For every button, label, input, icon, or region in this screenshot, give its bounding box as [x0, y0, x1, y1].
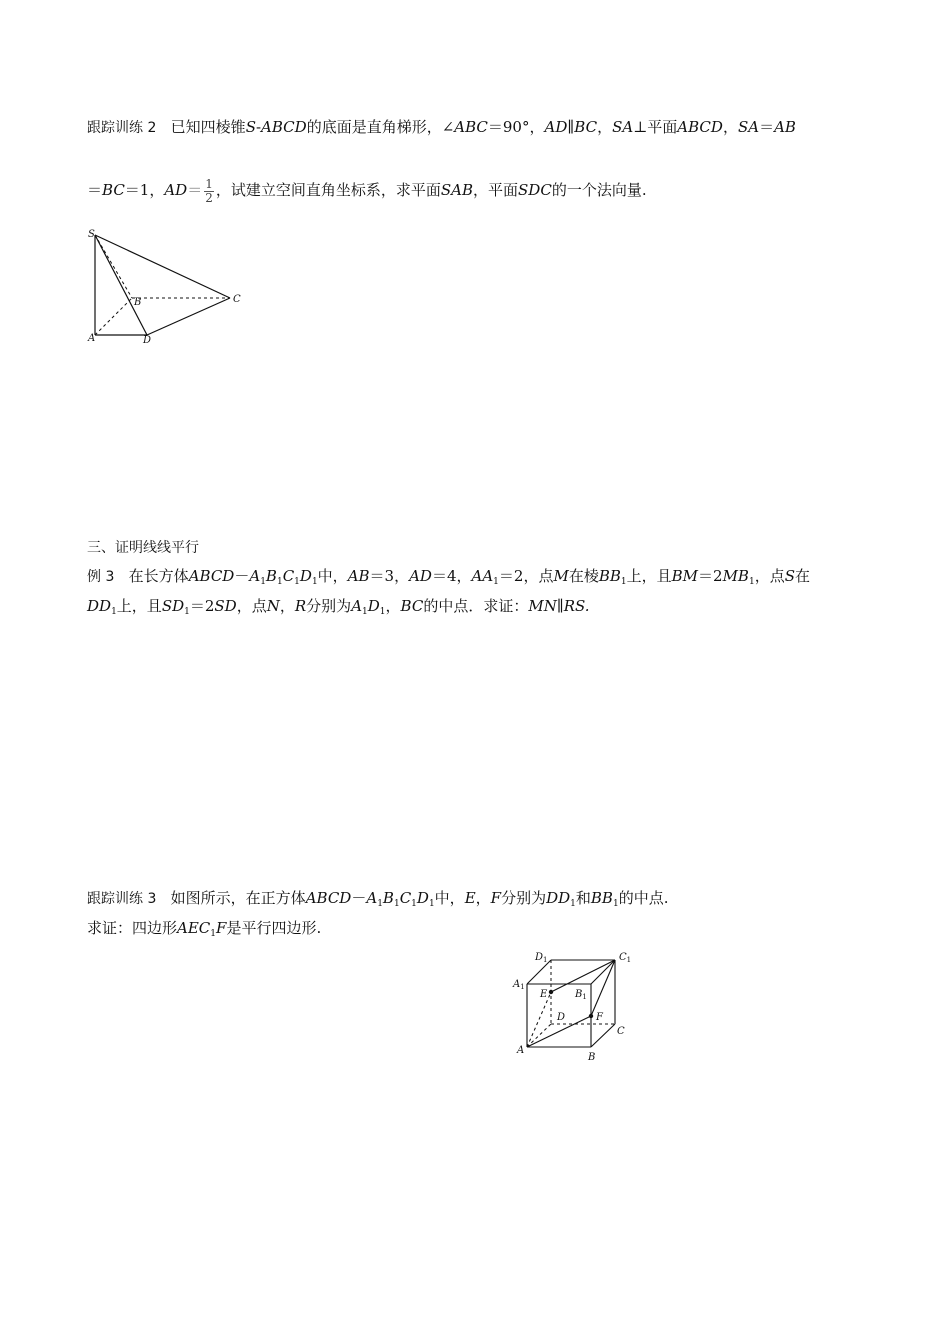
var: S — [784, 567, 795, 585]
text: ＝4， — [431, 567, 472, 585]
var: ABCD — [305, 889, 352, 907]
text: 和 — [575, 889, 591, 907]
text: 在 — [794, 567, 810, 585]
edge-AD-hidden — [527, 1024, 551, 1047]
var: F — [216, 919, 227, 937]
point-F — [589, 1014, 593, 1018]
var: AD — [409, 567, 432, 585]
text: 上，且 — [626, 567, 672, 585]
text: 是平行四边形. — [226, 919, 322, 937]
text: ＝ — [759, 118, 775, 136]
var: SA — [612, 118, 634, 136]
var: MB — [722, 567, 749, 585]
var: RS. — [563, 597, 590, 615]
var: BC — [574, 118, 598, 136]
text: 的一个法向量. — [551, 181, 647, 199]
edge-DC — [147, 298, 230, 335]
example3-line1 — [87, 566, 810, 587]
text: ＝3， — [369, 567, 410, 585]
label-C: C — [617, 1026, 625, 1037]
fraction-denominator: 2 — [205, 190, 213, 205]
text: 如图所示，在正方体 — [170, 889, 306, 907]
text: － — [234, 567, 250, 585]
exercise2-label: 跟踪训练 2 — [87, 120, 157, 136]
var: BB — [590, 889, 613, 907]
label-F: F — [596, 1012, 603, 1023]
exercise2-line1 — [87, 117, 796, 138]
var: E — [464, 889, 476, 907]
label-D: D — [143, 335, 152, 346]
text: ， — [475, 889, 491, 907]
var: BB — [598, 567, 621, 585]
var: DD — [87, 597, 112, 615]
var: SD — [214, 597, 237, 615]
text: 上，且 — [116, 597, 162, 615]
var: SAB — [440, 181, 474, 199]
text: 分别为 — [306, 597, 352, 615]
label-A: A — [88, 333, 96, 344]
subscript: 1 — [311, 577, 318, 587]
exercise3-line1 — [87, 888, 668, 909]
text: 在棱 — [568, 567, 599, 585]
example3-label: 例 3 — [87, 569, 115, 585]
label-B: B — [134, 297, 142, 308]
edge-SC — [95, 235, 230, 298]
label-C1: $C_1$ — [619, 952, 632, 964]
var: DD — [546, 889, 571, 907]
point-E — [549, 990, 553, 994]
var: R — [294, 597, 307, 615]
fraction-numerator: 1 — [205, 176, 213, 191]
text: ∥ — [556, 597, 564, 615]
var: AEC — [177, 919, 211, 937]
label-B: B — [588, 1052, 596, 1063]
text: ， — [722, 118, 738, 136]
text: ＝ — [187, 181, 203, 199]
var: M — [553, 567, 569, 585]
subscript: 1 — [620, 577, 627, 587]
var: N — [266, 597, 280, 615]
text: ＝2 — [189, 597, 215, 615]
subscript: 1 — [612, 899, 619, 909]
subscript: 1 — [493, 577, 499, 587]
text: ， — [385, 597, 401, 615]
text: ＝90°， — [487, 118, 545, 136]
var: ABCD — [188, 567, 235, 585]
text: ，平面 — [473, 181, 519, 199]
var: A — [366, 889, 378, 907]
segment-AE-hidden — [527, 992, 551, 1047]
subscript: 1 — [411, 899, 417, 909]
label-E: E — [540, 989, 548, 1000]
label-C: C — [233, 294, 241, 305]
var: ABCD — [261, 118, 307, 136]
var: C — [399, 889, 412, 907]
var: SDC — [518, 181, 552, 199]
example3-line2 — [87, 596, 590, 616]
section3-heading: 三、证明线线平行 — [87, 540, 199, 556]
edge-AB-hidden — [95, 298, 132, 335]
subscript: 1 — [379, 607, 386, 617]
subscript: 1 — [393, 899, 400, 909]
text: 分别为 — [501, 889, 547, 907]
text: ⊥平面 — [633, 118, 678, 136]
var: AD — [544, 118, 568, 136]
segment-FC1 — [591, 960, 615, 1016]
pyramid-figure — [85, 225, 255, 350]
var: MN — [528, 597, 557, 615]
text: ＝ — [87, 181, 103, 199]
text: 的中点. — [618, 889, 669, 907]
subscript: 1 — [377, 899, 383, 909]
var: A — [249, 567, 261, 585]
fraction-one-half — [204, 178, 214, 205]
text: 已知四棱锥 — [170, 118, 246, 136]
exercise3-label: 跟踪训练 3 — [87, 891, 157, 907]
exercise2-line2 — [87, 170, 647, 210]
text: 在长方体 — [128, 567, 189, 585]
text: ＝2 — [698, 567, 723, 585]
var: BC — [102, 181, 125, 199]
segment-EC1 — [551, 960, 615, 992]
var: D — [367, 597, 380, 615]
label-D: D — [557, 1012, 566, 1023]
var: SD — [161, 597, 185, 615]
label-S: S — [88, 229, 95, 240]
subscript: 1 — [362, 607, 368, 617]
subscript: 1 — [184, 607, 190, 617]
text: ，试建立空间直角坐标系，求平面 — [215, 181, 441, 199]
var: SA — [737, 118, 760, 136]
var: ABC — [454, 118, 488, 136]
subscript: 1 — [428, 899, 435, 909]
text: 中， — [317, 567, 348, 585]
text: ，点 — [236, 597, 267, 615]
text: 中， — [434, 889, 465, 907]
edge-BC — [591, 1024, 615, 1047]
label-B1: $B_1$ — [575, 989, 587, 1001]
exercise3-line2 — [87, 918, 321, 938]
text: ＝2，点 — [498, 567, 554, 585]
var: AB — [774, 118, 796, 136]
label-A1: $A_1$ — [513, 979, 525, 991]
text: 的底面是直角梯形，∠ — [306, 118, 455, 136]
var: ABCD — [677, 118, 723, 136]
var: BC — [400, 597, 424, 615]
edge-B1C1 — [591, 960, 615, 984]
var: AB — [347, 567, 370, 585]
var: D — [299, 567, 312, 585]
var: S — [245, 118, 256, 136]
edge-SD — [95, 235, 147, 335]
var: BM — [671, 567, 699, 585]
subscript: 1 — [294, 577, 300, 587]
subscript: 1 — [748, 577, 755, 587]
var: F — [490, 889, 502, 907]
var: D — [416, 889, 429, 907]
var: C — [282, 567, 295, 585]
label-A: A — [517, 1045, 525, 1056]
var: B — [265, 567, 277, 585]
text: ，点 — [754, 567, 785, 585]
var: AA — [471, 567, 494, 585]
text: ＝1， — [124, 181, 165, 199]
text: － — [351, 889, 367, 907]
text: 的中点．求证： — [423, 597, 529, 615]
label-D1: $D_1$ — [535, 952, 548, 964]
text: ， — [597, 118, 613, 136]
cube-figure — [505, 945, 645, 1070]
text: ‑ — [255, 118, 262, 136]
subscript: 1 — [111, 607, 117, 617]
var: A — [351, 597, 363, 615]
var: B — [382, 889, 394, 907]
subscript: 1 — [570, 899, 576, 909]
text: ， — [279, 597, 295, 615]
text: ∥ — [567, 118, 575, 136]
var: AD — [164, 181, 188, 199]
text: 求证：四边形 — [87, 919, 178, 937]
subscript: 1 — [210, 929, 217, 939]
subscript: 1 — [260, 577, 266, 587]
subscript: 1 — [276, 577, 283, 587]
